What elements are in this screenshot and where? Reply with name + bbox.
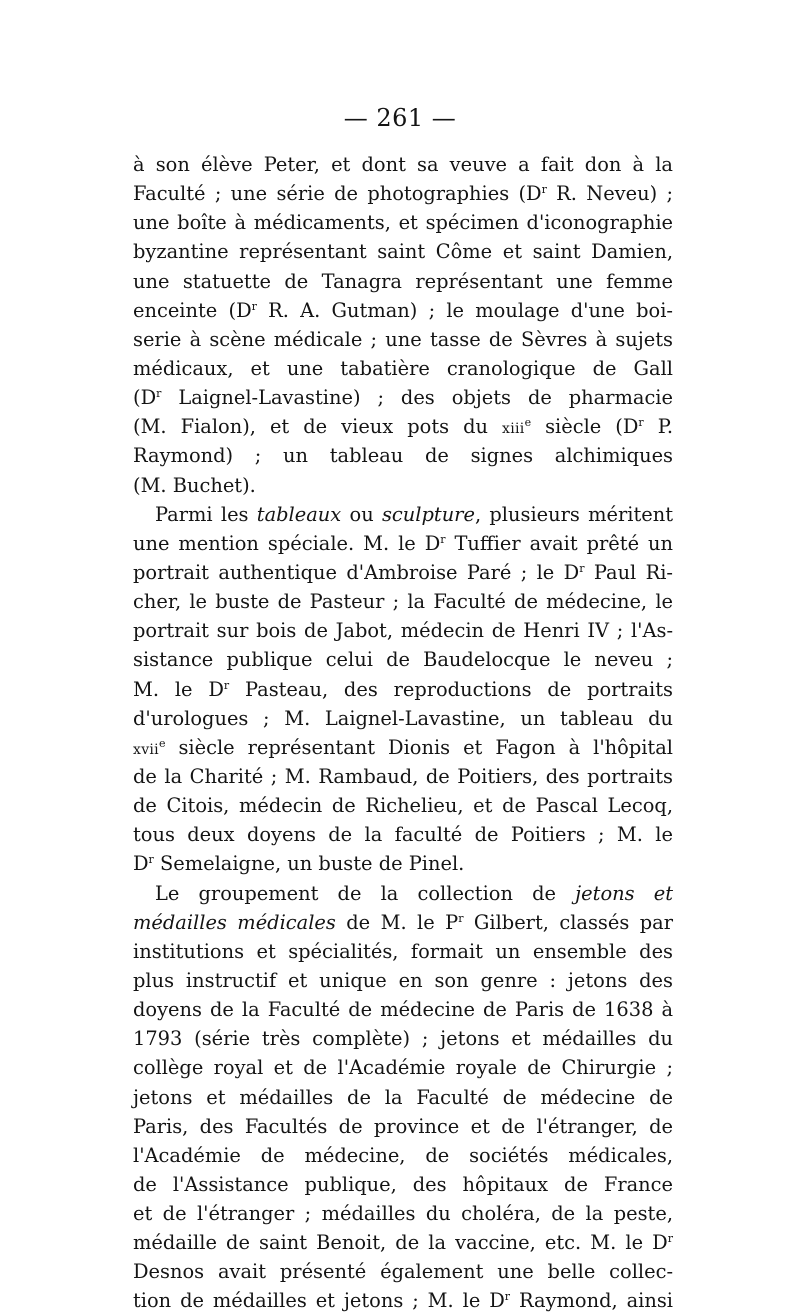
text-segment: ou [341, 502, 382, 526]
text-line [133, 675, 673, 704]
text-segment: une mention spéciale. M. le D [133, 531, 441, 555]
text-line [133, 500, 673, 529]
text-segment: portrait sur bois de Jabot, médecin de Henri IV ; l'As- [133, 619, 673, 643]
text-segment: P. [643, 415, 673, 439]
text-segment: Parmi les [155, 502, 257, 526]
text-segment: siècle représentant Dionis et Fagon à l'hôpital [165, 735, 673, 759]
text-segment: siècle (D [531, 415, 639, 439]
superscript: r [504, 1290, 511, 1304]
text-line [133, 1170, 673, 1199]
text-segment: Semelaigne, un buste de Pinel. [153, 852, 465, 876]
text-line [133, 237, 673, 266]
text-segment: doyens de la Faculté de médecine de Paris de 1638 à [133, 998, 673, 1022]
text-segment: d'urologues ; M. Laignel-Lavastine, un tableau du [133, 706, 673, 730]
text-line [133, 937, 673, 966]
text-segment: institutions et spécialités, formait un ensemble des [133, 939, 673, 963]
text-segment: une boîte à médicaments, et spécimen d'iconographie [133, 211, 673, 235]
text-segment: Pasteau, des reproductions de portraits [229, 677, 673, 701]
text-segment: xiii [502, 421, 525, 438]
text-segment: tion de médailles et jetons ; M. le D [133, 1289, 505, 1313]
text-segment: , plusieurs méritent [474, 502, 673, 526]
text-segment: une statuette de Tanagra représentant une femme [133, 269, 673, 293]
text-line [133, 733, 673, 762]
text-segment: à son élève Peter, et dont sa veuve a fait don à la [133, 153, 673, 176]
superscript: r [440, 532, 446, 546]
text-segment: sistance publique celui de Baudelocque le neveu ; [133, 648, 673, 672]
text-segment: jetons et médailles de la Faculté de médecine de [133, 1085, 673, 1109]
italic-text: jetons et [575, 881, 673, 905]
superscript: e [158, 736, 166, 750]
text-line [133, 325, 673, 354]
italic-text: médailles médicales [133, 910, 336, 934]
text-line [133, 966, 673, 995]
italic-text: sculpture [381, 502, 475, 526]
text-segment: Laignel-Lavastine) ; des objets de pharmacie [161, 386, 673, 410]
text-segment: plus instructif et unique en son genre : jetons des [133, 968, 673, 992]
superscript: e [524, 416, 532, 430]
text-segment: médicaux, et une tabatière cranologique de Gall [133, 356, 673, 380]
text-line [133, 1199, 673, 1228]
superscript: r [579, 561, 585, 575]
text-line [133, 1286, 673, 1315]
text-line [133, 471, 673, 500]
text-line [133, 412, 673, 441]
text-line [133, 1228, 673, 1257]
text-segment: (M. Buchet). [133, 473, 256, 497]
text-line [133, 267, 673, 296]
text-segment: collège royal et de l'Académie royale de Chirurgie ; [133, 1056, 673, 1080]
superscript: r [148, 853, 154, 867]
text-line [133, 908, 673, 937]
superscript: r [638, 416, 644, 430]
text-segment: de l'Assistance publique, des hôpitaux de France [133, 1172, 673, 1196]
text-line [133, 296, 673, 325]
text-line [133, 587, 673, 616]
text-segment: xvii [133, 741, 159, 758]
text-segment: Gilbert, classés par [463, 910, 673, 934]
text-line [133, 849, 673, 878]
text-segment: de la Charité ; M. Rambaud, de Poitiers, des portraits [133, 764, 673, 788]
text-line [133, 441, 673, 470]
text-line [133, 558, 673, 587]
text-segment: Tuffier avait prêté un [445, 531, 673, 555]
superscript: r [458, 911, 464, 925]
text-segment: l'Académie de médecine, de sociétés médicales, [133, 1143, 673, 1167]
text-segment: Le groupement de la collection de [155, 881, 576, 905]
text-line [133, 1024, 673, 1053]
superscript: r [223, 678, 230, 692]
body-text [133, 150, 673, 1316]
text-line [133, 762, 673, 791]
text-segment: 1793 (série très complète) ; jetons et médailles du [133, 1027, 673, 1051]
text-segment: (D [133, 386, 157, 410]
superscript: r [541, 183, 547, 197]
text-line [133, 354, 673, 383]
text-line [133, 995, 673, 1024]
text-line [133, 383, 673, 412]
text-segment: médaille de saint Benoit, de la vaccine, etc. M. le D [133, 1231, 668, 1255]
text-segment: de M. le P [335, 910, 459, 934]
superscript: r [156, 387, 162, 401]
italic-text: tableaux [256, 502, 342, 526]
text-line [133, 1257, 673, 1286]
text-segment: tous deux doyens de la faculté de Poitiers ; M. le [133, 823, 673, 847]
text-segment: serie à scène médicale ; une tasse de Sèvres à sujets [133, 327, 673, 351]
text-segment: Paul Ri- [584, 560, 673, 584]
text-segment: (M. Fialon), et de vieux pots du [133, 415, 503, 439]
text-line [133, 704, 673, 733]
text-segment: D [133, 852, 149, 876]
text-segment: byzantine représentant saint Côme et saint Damien, [133, 240, 673, 264]
text-segment: cher, le buste de Pasteur ; la Faculté de médecine, le [133, 590, 673, 614]
text-segment: Raymond) ; un tableau de signes alchimiques [133, 444, 673, 468]
text-segment: enceinte (D [133, 298, 252, 322]
text-line [133, 791, 673, 820]
text-segment: Raymond, ainsi [510, 1289, 673, 1313]
text-segment: M. le D [133, 677, 224, 701]
text-segment: Faculté ; une série de photographies (D [133, 182, 542, 206]
text-line [133, 645, 673, 674]
text-line [133, 529, 673, 558]
text-line [133, 208, 673, 237]
text-line [133, 820, 673, 849]
text-line [133, 1083, 673, 1112]
text-segment: portrait authentique d'Ambroise Paré ; le D [133, 560, 580, 584]
superscript: r [667, 1232, 673, 1246]
text-line [133, 150, 673, 179]
page-number: — 261 — [343, 104, 457, 132]
text-line [133, 879, 673, 908]
text-segment: Paris, des Facultés de province et de l'étranger, de [133, 1114, 673, 1138]
text-segment: Desnos avait présenté également une belle collec- [133, 1260, 673, 1284]
text-line [133, 1053, 673, 1082]
text-line [133, 1141, 673, 1170]
text-segment: R. Neveu) ; [546, 182, 674, 206]
text-segment: et de l'étranger ; médailles du choléra, de la peste, [133, 1202, 673, 1226]
text-segment: de Citois, médecin de Richelieu, et de Pascal Lecoq, [133, 794, 673, 818]
text-line [133, 616, 673, 645]
text-line [133, 1112, 673, 1141]
text-segment: R. A. Gutman) ; le moulage d'une boi- [256, 298, 673, 322]
text-line [133, 179, 673, 208]
superscript: r [251, 299, 257, 313]
